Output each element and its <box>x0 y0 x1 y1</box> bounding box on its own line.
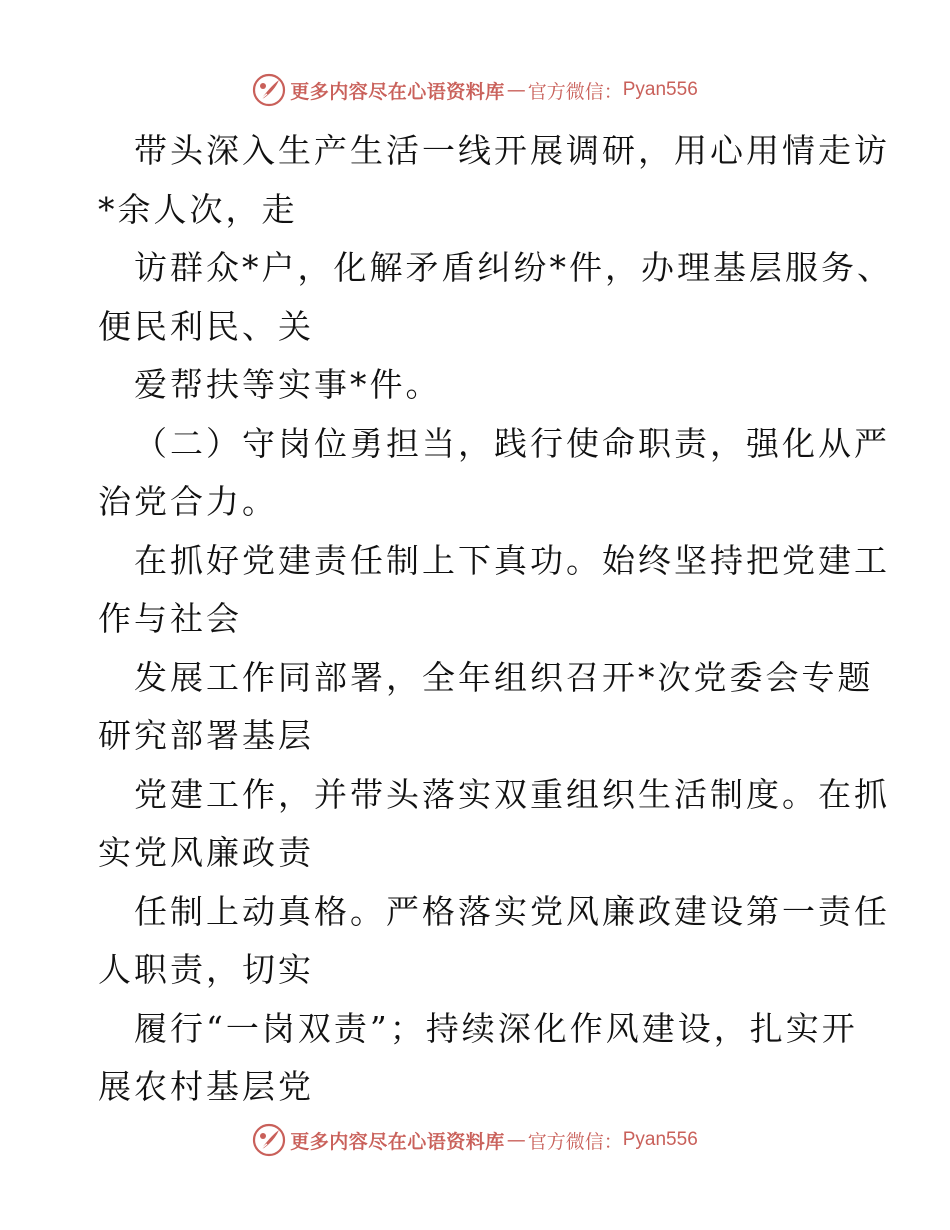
body-line: 发展工作同部署，全年组织召开*次党委会专题 <box>134 657 874 697</box>
body-line: 爱帮扶等实事*件。 <box>134 365 442 404</box>
body-line: 党建工作，并带头落实双重组织生活制度。在抓 <box>134 774 890 814</box>
quill-pen-logo-icon <box>252 1123 286 1157</box>
document-body <box>98 122 893 1117</box>
body-line: 带头深入生产生活一线开展调研，用心用情走访 <box>134 131 890 170</box>
header-separator: — <box>506 79 526 101</box>
body-line: 便民利民、关 <box>98 306 314 346</box>
footer-site-text: 更多内容尽在心语资料库 <box>290 1130 505 1153</box>
body-line: *余人次，走 <box>98 189 298 229</box>
section-heading: （二）守岗位勇担当，践行使命职责，强化从严 <box>134 423 890 463</box>
header-wechat-account: Pyan556 <box>622 79 698 100</box>
body-line: 履行“一岗双责”；持续深化作风建设，扎实开 <box>134 1008 858 1048</box>
body-line: 任制上动真格。严格落实党风廉政建设第一责任 <box>134 891 890 931</box>
body-line: 研究部署基层 <box>98 716 314 755</box>
body-line: 在抓好党建责任制上下真功。始终坚持把党建工 <box>134 540 890 580</box>
header-wechat-label: 官方微信： <box>527 80 623 103</box>
section-heading-continued: 治党合力。 <box>98 482 278 521</box>
footer-wechat-account: Pyan556 <box>622 1129 698 1150</box>
footer-banner <box>0 1120 950 1160</box>
body-line: 人职责，切实 <box>98 950 314 989</box>
header-banner <box>0 70 950 110</box>
body-line: 作与社会 <box>98 599 242 638</box>
footer-wechat-label: 官方微信： <box>527 1130 623 1153</box>
quill-pen-logo-icon <box>252 73 286 107</box>
header-site-text: 更多内容尽在心语资料库 <box>290 80 505 103</box>
body-line: 实党风廉政责 <box>98 833 314 872</box>
body-line: 访群众*户，化解矛盾纠纷*件，办理基层服务、 <box>134 248 893 287</box>
body-line: 展农村基层党 <box>98 1067 314 1106</box>
footer-separator: — <box>506 1129 526 1151</box>
